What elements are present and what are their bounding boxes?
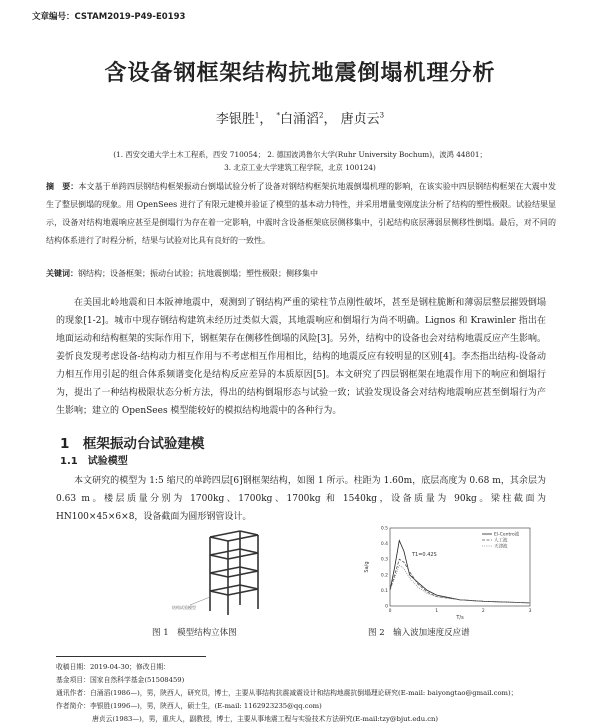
author-list: 李银胜$^1$， *白涌滔$^2$， 唐贞云$^3$	[215, 111, 385, 127]
legend-label: El-Centro波	[494, 532, 520, 538]
footnote-received: 收稿日期：2019-04-30；修改日期：	[56, 663, 170, 671]
spectrum-chart	[360, 520, 540, 620]
abstract-label: 摘 要：	[46, 182, 79, 191]
intro-paragraph: 在美国北岭地震和日本阪神地震中，观测到了钢结构严重的梁柱节点刚性破坏，甚至是钢柱脆断和薄弱层整层摧毁倒塌的现象[1-2]。城市中现存钢结构建筑未经历过类似大震，其地震响应和倒塌行为尚不明确。Lignos 和 Krawinler 指出在地面运动和结构框架的实际作用下，钢框架存在侧移性倒塌的风险[3]。另外，结构中的设备也会对结构地震反应产生影响。姜忻良发现考虑设备-结构动力相互作用与不考虑相互作用相比，结构的地震反应有较明显的区别[4]。李杰指出结构-设备动力相互作用引起的组合体系频谱变化是结构反应差异的本质原因[5]。本文研究了四层钢框架在地震作用下的响应和倒塌行为，提出了一种结构极限状态分析方法，得出的结构倒塌形态与试验一致；试验发现设备会对结构地震响应甚至倒塌行为产生影响；建立的 OpenSees 模型能较好的模拟结构地震中的各种行为。	[56, 298, 546, 416]
author-3: 唐贞云$^3$	[340, 111, 385, 127]
plot-frame	[390, 528, 530, 606]
footnote-author-1: 作者简介：李银胜(1996—)，男，陕西人，硕士生，(E-mail: 1162923235@qq.com)	[56, 702, 322, 710]
x-tick-label: 2	[481, 609, 485, 614]
legend-label: 人工波	[494, 538, 508, 544]
figure-2-caption: 图 2 输入波加速度反应谱	[368, 628, 470, 638]
y-tick-label: 0.3	[380, 557, 388, 563]
article-number: 文章编号：CSTAM2019-P49-E0193	[32, 12, 186, 22]
chart-series	[390, 541, 530, 603]
x-tick-label: 0	[388, 609, 392, 614]
y-tick-label: 0.4	[380, 542, 388, 548]
footnote-corresponding: 通讯作者：白涌滔(1986—)，男，陕西人，研究员，博士，主要从事结构抗震减震设计和结构地震抗倒塌理论研究(E-mail: baiyongtao@gmail.com)；	[56, 689, 518, 697]
series-line	[390, 565, 530, 603]
footnote-rule	[56, 656, 206, 657]
y-tick-label: 0.5	[380, 526, 388, 532]
x-tick-label: 3	[528, 609, 532, 614]
x-tick-label: 1	[435, 609, 439, 614]
section-1-heading: 1 框架振动台试验建模	[60, 436, 205, 452]
y-tick-label: 0.1	[380, 588, 388, 594]
x-axis-label: T/s	[456, 615, 464, 620]
keywords-text: 钢结构；设备框架；振动台试验；抗地震倒塌；塑性极限；侧移集中	[78, 269, 318, 278]
y-axis-label: Sa/g	[364, 561, 370, 573]
y-tick-label: 0.2	[380, 573, 388, 579]
legend-label: 天津波	[494, 544, 508, 550]
model-note: 结构试验模型	[172, 605, 196, 610]
paper-title: 含设备钢框架结构抗地震倒塌机理分析	[104, 61, 496, 86]
frame-model-figure	[170, 525, 290, 620]
series-line	[390, 541, 530, 603]
section-1-1-paragraph: 本文研究的模型为 1:5 缩尺的单跨四层[6]钢框架结构，如图 1 所示。柱距为 1.60m，底层高度为 0.68 m，其余层为 0.63 m。楼层质量分别为 1700kg、1700kg、1700kg 和 1540kg，设备质量为 90kg。梁柱截面为 HN100×45×6×8，设备截面为圆形钢管设计。	[56, 476, 546, 522]
series-line	[390, 559, 530, 603]
figure-1-caption: 图 1 模型结构立体图	[152, 628, 237, 638]
footnote-author-3: 唐贞云(1983—)，男，重庆人，副教授，博士，主要从事地震工程与实验技术方法研究(E-mail:tzy@bjut.edu.cn)	[92, 715, 439, 723]
keywords-label: 关键词：	[46, 269, 78, 278]
keywords	[46, 268, 556, 279]
affiliation-line-2: 3. 北京工业大学建筑工程学院，北京 100124)	[224, 163, 376, 172]
affiliation-line-1: (1. 西安交通大学土木工程系，西安 710054； 2. 德国波鸿鲁尔大学(Ruhr University Bochum)，波鸿 44801；	[113, 150, 487, 159]
period-marker-label: T1=0.42S	[412, 552, 437, 558]
abstract	[46, 178, 556, 250]
section-1-1-heading: 1.1 试验模型	[60, 456, 128, 467]
author-1: 李银胜$^1$	[215, 111, 260, 127]
author-2: *白涌滔$^2$	[276, 111, 324, 127]
abstract-text: 本文基于单跨四层钢结构框架振动台倒塌试验分析了设备对钢结构框架抗地震倒塌机理的影响，在该实验中四层钢结构框架在大震中发生了整层倒塌的现象。用 OpenSees 进行了有限元建模并验证了模型的基本动力特性，并采用增量变刚度法分析了结构的塑性极限。试验结果显示，设备对结构地震响应甚至是倒塌行为存在着一定影响，中震时含设备框架底层侧移集中，引起结构底层薄弱层侧移性倒塌。最后，对不同的结构体系进行了时程分析，结果与试验对比具有良好的一致性。	[46, 182, 556, 245]
footnote-fund: 基金项目：国家自然科学基金(51508459)	[56, 676, 185, 684]
y-tick-label: 0	[385, 604, 388, 610]
chart-legend	[482, 531, 520, 550]
